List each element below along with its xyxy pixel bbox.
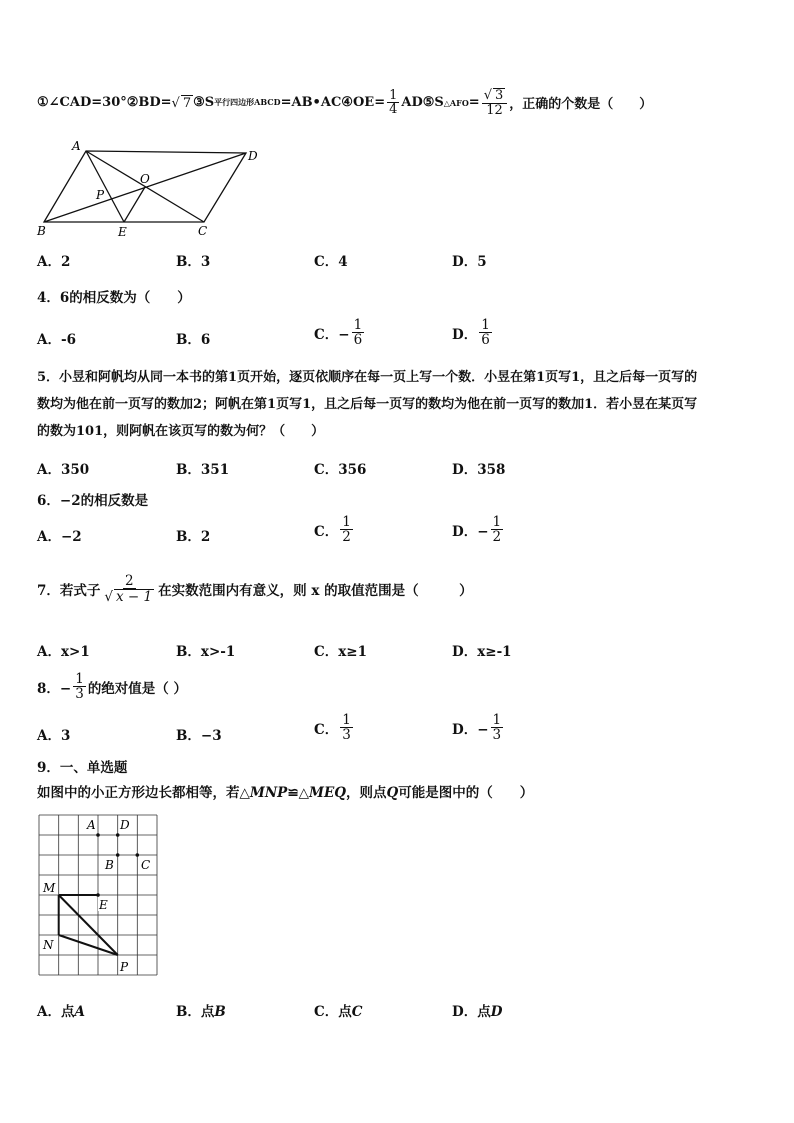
q7-option-a[interactable]: A．x>1	[37, 644, 90, 660]
q3-stem-prefix: ①∠CAD=30°②BD=	[37, 95, 172, 111]
q6-stem: 6．−2的相反数是	[37, 493, 149, 509]
point-d	[116, 833, 120, 837]
grid-label-e: E	[99, 898, 108, 912]
q8-option-d[interactable]: D．− $\frac{1}{3}$	[452, 712, 502, 744]
q7-option-b[interactable]: B．x>-1	[176, 644, 236, 660]
q5-option-a[interactable]: A．350	[37, 462, 90, 478]
label-b: B	[37, 224, 46, 238]
q6-option-c-fraction: $\frac{1}{2}$	[342, 514, 351, 546]
point-e	[96, 893, 100, 897]
grid-label-a: A	[87, 818, 96, 832]
q3-s-fraction: $\frac{√ 3}{12}$	[482, 88, 508, 117]
q7-option-c[interactable]: C．x≥1	[314, 644, 367, 660]
q8-stem: 8．− $\frac{1}{3}$ 的绝对值是（ ）	[37, 671, 188, 703]
label-d: D	[248, 149, 258, 163]
q5-line-2: 数均为他在前一页写的数加2；阿帆在第1页写1，且之后每一页写的数均为他在前一页写的数加1．若小昱在某页写	[37, 397, 698, 412]
label-a: A	[72, 139, 81, 153]
q3-option-b[interactable]: B．3	[176, 254, 211, 270]
q4-option-c[interactable]: C．− $\frac{1}{6}$	[314, 317, 363, 349]
grid-figure	[36, 812, 162, 978]
grid-label-d: D	[120, 818, 130, 832]
q3-oe-fraction: $\frac{1}{4}$	[389, 87, 398, 118]
grid-label-n: N	[43, 938, 54, 952]
q9-option-a[interactable]: A．点A	[37, 1004, 85, 1020]
q3-option-c[interactable]: C．4	[314, 254, 348, 270]
point-c	[136, 853, 140, 857]
point-b	[116, 853, 120, 857]
q3-item3-sub: 平行四边形ABCD	[214, 97, 281, 108]
label-c: C	[198, 224, 208, 238]
q3-option-d[interactable]: D．5	[452, 254, 487, 270]
q9-stem: 如图中的小正方形边长都相等，若△MNP≌△MEQ，则点Q可能是图中的（ ）	[37, 785, 534, 801]
q6-option-a[interactable]: A．−2	[37, 529, 82, 545]
segment-oe	[124, 187, 145, 222]
q4-option-d[interactable]: D． $\frac{1}{6}$	[452, 317, 490, 349]
q8-option-b[interactable]: B．−3	[176, 728, 222, 744]
q7-fraction: $\frac{2}{√ x - 1}$	[104, 573, 153, 606]
q3-stem	[37, 88, 652, 117]
q3-item3-suffix: =AB•AC④OE=	[280, 95, 386, 111]
q3-bd-sqrt: √ 7	[171, 95, 192, 111]
q5-line-3: 的数为101，则阿帆在该页写的数为何？（ ）	[37, 424, 325, 439]
point-a	[96, 833, 100, 837]
q3-option-a[interactable]: A．2	[37, 254, 71, 270]
q8-fraction: $\frac{1}{3}$	[75, 671, 84, 703]
q8-option-d-fraction: $\frac{1}{3}$	[492, 712, 502, 744]
q9-option-b[interactable]: B．点B	[176, 1004, 226, 1020]
q5-option-c[interactable]: C．356	[314, 462, 367, 478]
q6-option-b[interactable]: B．2	[176, 529, 211, 545]
q6-option-d-fraction: $\frac{1}{2}$	[492, 514, 502, 546]
q7-stem: 7．若式子 $\frac{2}{√ x - 1}$ 在实数范围内有意义，则 x 的取值范围是（ ）	[37, 573, 473, 606]
q3-item3-prefix: ③S	[193, 95, 215, 111]
q6-option-c[interactable]: C． $\frac{1}{2}$	[314, 514, 351, 546]
q5-option-b[interactable]: B．351	[176, 462, 230, 478]
segment-ae	[86, 151, 124, 222]
grid-label-p: P	[120, 960, 129, 974]
q8-option-c-fraction: $\frac{1}{3}$	[342, 712, 351, 744]
q4-option-a[interactable]: A．-6	[37, 332, 76, 348]
q3-oe-suffix: AD⑤S	[401, 95, 444, 111]
q4-stem: 4．6的相反数为（ ）	[37, 290, 191, 306]
q9-option-c[interactable]: C．点C	[314, 1004, 363, 1020]
q4-option-c-fraction: $\frac{1}{6}$	[353, 317, 363, 349]
parallelogram-figure	[36, 138, 266, 238]
q5-option-d[interactable]: D．358	[452, 462, 506, 478]
grid-label-c: C	[141, 858, 151, 872]
q4-option-d-fraction: $\frac{1}{6}$	[481, 317, 490, 349]
q3-stem-suffix: ，正确的个数是（ ）	[509, 97, 653, 113]
label-e: E	[118, 225, 127, 238]
q4-option-b[interactable]: B．6	[176, 332, 211, 348]
q6-option-d[interactable]: D．− $\frac{1}{2}$	[452, 514, 502, 546]
q9-header: 9．一、单选题	[37, 760, 128, 776]
q3-s-eq: =	[468, 95, 480, 111]
q3-s-sub: △AFO	[443, 97, 469, 108]
grid-label-b: B	[105, 858, 114, 872]
grid-label-m: M	[43, 881, 56, 895]
label-o: O	[140, 172, 150, 186]
q7-option-d[interactable]: D．x≥-1	[452, 644, 512, 660]
q8-option-c[interactable]: C． $\frac{1}{3}$	[314, 712, 351, 744]
q8-option-a[interactable]: A．3	[37, 728, 71, 744]
q5-line-1: 5．小昱和阿帆均从同一本书的第1页开始，逐页依顺序在每一页上写一个数．小昱在第1页写1，且之后每一页写的	[37, 370, 698, 385]
diagonal-ac	[86, 151, 204, 222]
q9-option-d[interactable]: D．点D	[452, 1004, 503, 1020]
label-p: P	[96, 188, 105, 202]
